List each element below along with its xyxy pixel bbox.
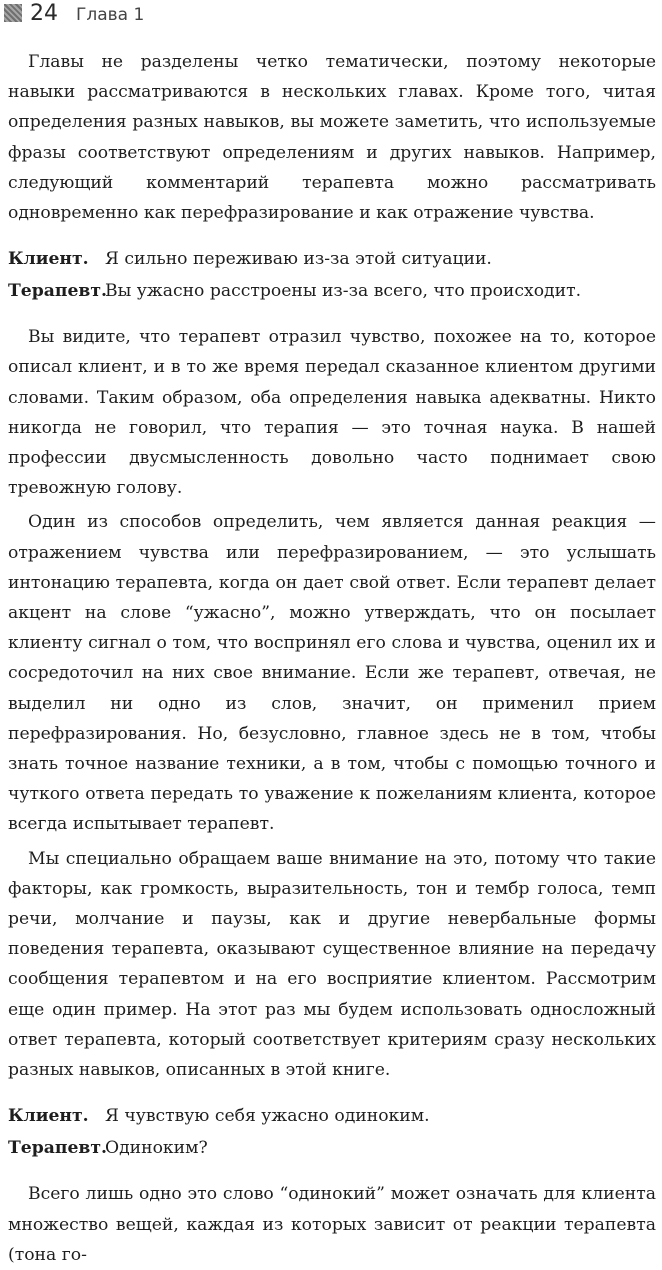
dialogue-text: Одиноким?: [105, 1138, 208, 1159]
paragraph: Главы не разделены четко тематически, поэтому некоторые навыки рассматриваются в нескольких главах. Кроме того, читая определения разных навыков, вы можете заметить, что используемые фразы соответствуют определениям и других навыков. Например, следующий комментарий терапевта можно рассматривать одновременно как перефразирование и как отражение чувства.: [8, 52, 656, 224]
dialogue-block: [8, 1100, 656, 1164]
speaker-label: Терапевт.: [8, 281, 107, 302]
page-marker-icon: [4, 4, 22, 22]
speaker-label: Клиент.: [8, 1106, 89, 1127]
dialogue-text: Я сильно переживаю из-за этой ситуации.: [105, 249, 492, 270]
paragraph: Всего лишь одно это слово “одинокий” может означать для клиента множество вещей, каждая из которых зависит от реакции терапевта (тона го-: [8, 1184, 656, 1265]
speaker-label: Клиент.: [8, 249, 89, 270]
chapter-title: Глава 1: [76, 5, 145, 25]
dialogue-line: [8, 1100, 656, 1132]
dialogue-line: [8, 243, 656, 275]
page-header: [0, 0, 662, 30]
page-body: [8, 47, 656, 1270]
speaker-label: Терапевт.: [8, 1138, 107, 1159]
dialogue-block: [8, 243, 656, 307]
paragraph: Вы видите, что терапевт отразил чувство, похожее на то, которое описал клиент, и в то же время передал сказанное клиентом другими словами. Таким образом, оба определения навыка адекватны. Никто никогда не говорил, что терапия — это точная наука. В нашей профессии двусмысленность довольно часто поднимает свою тревожную голову.: [8, 327, 656, 499]
dialogue-line: [8, 1132, 656, 1164]
paragraph: Один из способов определить, чем является данная реакция — отражением чувства или перефразированием, — это услышать интонацию терапевта, когда он дает свой ответ. Если терапевт делает акцент на слове “ужасно”, можно утверждать, что он посылает клиенту сигнал о том, что воспринял его слова и чувства, оценил их и сосредоточил на них свое внимание. Если же терапевт, отвечая, не выделил ни одно из слов, значит, он применил прием перефразирования. Но, безусловно, главное здесь не в том, чтобы знать точное название техники, а в том, чтобы с помощью точного и чуткого ответа передать то уважение к пожеланиям клиента, которое всегда испытывает терапевт.: [8, 512, 656, 835]
dialogue-line: [8, 275, 656, 307]
page-number: 24: [30, 1, 58, 26]
paragraph: Мы специально обращаем ваше внимание на это, потому что такие факторы, как громкость, выразительность, тон и тембр голоса, темп речи, молчание и паузы, как и другие невербальные формы поведения терапевта, оказывают существенное влияние на передачу сообщения терапевтом и на его восприятие клиентом. Рассмотрим еще один пример. На этот раз мы будем использовать односложный ответ терапевта, который соответствует критериям сразу нескольких разных навыков, описанных в этой книге.: [8, 848, 656, 1081]
dialogue-text: Вы ужасно расстроены из-за всего, что происходит.: [105, 281, 582, 302]
dialogue-text: Я чувствую себя ужасно одиноким.: [105, 1106, 430, 1127]
